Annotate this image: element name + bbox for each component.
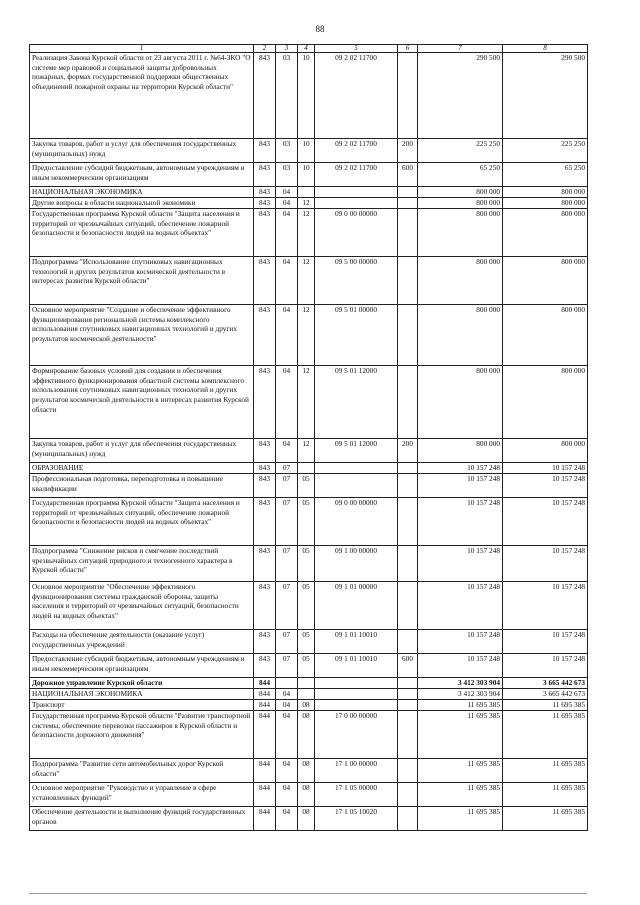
target-article-code: 09 1 00 00000 [315,546,398,582]
table-row [30,198,588,209]
expense-type-code: 200 [398,439,418,463]
amount-year-1: 11 695 385 [418,807,503,831]
amount-year-1: 10 157 248 [418,546,503,582]
amount-year-1: 10 157 248 [418,474,503,498]
table-row [30,807,588,831]
page-bottom-rule [29,893,587,894]
subsection-code: 12 [298,198,315,209]
budget-item-name: Государственная программа Курской области "Защита населения и территорий от чрезвычайных ситуаций, обеспечение пожарной безопасности и безопасности людей на водных объектах" [30,498,254,546]
ministry-code: 843 [254,139,276,163]
target-article-code [315,198,398,209]
budget-item-name: Обеспечение деятельности и выполнение функций государственных органов [30,807,254,831]
amount-year-1: 11 695 385 [418,783,503,807]
ministry-code: 844 [254,700,276,711]
expense-type-code [398,53,418,139]
ministry-code: 843 [254,53,276,139]
subsection-code: 05 [298,582,315,630]
expense-type-code [398,366,418,439]
section-code: 04 [276,257,298,305]
amount-year-2: 800 000 [503,366,588,439]
amount-year-2: 3 665 442 673 [503,689,588,700]
subsection-code: 10 [298,163,315,187]
target-article-code: 09 1 01 00000 [315,582,398,630]
expense-type-code [398,700,418,711]
target-article-code: 17 1 00 00000 [315,759,398,783]
ministry-code: 844 [254,689,276,700]
budget-item-name: Основное мероприятие "Обеспечение эффективного функционирования системы гражданской обороны, защиты населения и территорий от чрезвычайных ситуаций, безопасности людей на водных объектах" [30,582,254,630]
amount-year-2: 800 000 [503,198,588,209]
target-article-code [315,689,398,700]
section-code: 04 [276,783,298,807]
subsection-code: 05 [298,654,315,678]
ministry-code: 843 [254,198,276,209]
expense-type-code [398,678,418,689]
subsection-code: 10 [298,53,315,139]
column-number-header [30,45,588,53]
table-row [30,305,588,366]
column-number: 7 [418,45,503,53]
section-code: 04 [276,209,298,257]
amount-year-2: 11 695 385 [503,759,588,783]
expense-type-code [398,498,418,546]
amount-year-2: 800 000 [503,439,588,463]
table-row [30,53,588,139]
table-row [30,711,588,759]
subsection-code [298,463,315,474]
budget-item-name: Профессиональная подготовка, переподготовка и повышение квалификации [30,474,254,498]
budget-item-name: НАЦИОНАЛЬНАЯ ЭКОНОМИКА [30,689,254,700]
amount-year-2: 11 695 385 [503,807,588,831]
table-row [30,689,588,700]
amount-year-2: 10 157 248 [503,582,588,630]
expense-type-code [398,474,418,498]
ministry-code: 843 [254,630,276,654]
subsection-code: 12 [298,257,315,305]
subsection-code: 12 [298,305,315,366]
expense-type-code [398,689,418,700]
amount-year-2: 800 000 [503,257,588,305]
ministry-code: 844 [254,807,276,831]
amount-year-2: 10 157 248 [503,474,588,498]
amount-year-2: 800 000 [503,209,588,257]
amount-year-1: 11 695 385 [418,711,503,759]
subsection-code: 08 [298,700,315,711]
budget-item-name: Предоставление субсидий бюджетным, автономным учреждениям и иным некоммерческим организациям [30,654,254,678]
budget-item-name: Транспорт [30,700,254,711]
target-article-code: 09 0 00 00000 [315,209,398,257]
ministry-code: 844 [254,678,276,689]
ministry-code: 843 [254,187,276,198]
section-code: 07 [276,654,298,678]
ministry-code: 843 [254,257,276,305]
section-code: 03 [276,53,298,139]
section-code: 04 [276,689,298,700]
budget-item-name: Основное мероприятие "Создание и обеспечение эффективного функционирования региональной системы комплексного использования спутниковых навигационных технологий и других результатов космической деятельности" [30,305,254,366]
table-row [30,582,588,630]
target-article-code: 17 0 00 00000 [315,711,398,759]
amount-year-2: 11 695 385 [503,783,588,807]
budget-item-name: Расходы на обеспечение деятельности (оказание услуг) государственных учреждений [30,630,254,654]
amount-year-1: 800 000 [418,198,503,209]
ministry-code: 843 [254,163,276,187]
target-article-code: 09 1 01 10010 [315,630,398,654]
ministry-code: 843 [254,474,276,498]
ministry-code: 843 [254,546,276,582]
amount-year-1: 11 695 385 [418,700,503,711]
expense-type-code [398,305,418,366]
target-article-code: 09 5 01 12000 [315,439,398,463]
column-number: 8 [503,45,588,53]
amount-year-1: 225 250 [418,139,503,163]
ministry-code: 843 [254,209,276,257]
expense-type-code [398,783,418,807]
section-code: 07 [276,630,298,654]
budget-item-name: Дорожное управление Курской области [30,678,254,689]
subsection-code [298,689,315,700]
budget-item-name: Закупка товаров, работ и услуг для обеспечения государственных (муниципальных) нужд [30,439,254,463]
section-code: 04 [276,807,298,831]
amount-year-1: 10 157 248 [418,498,503,546]
target-article-code [315,700,398,711]
expense-type-code [398,807,418,831]
target-article-code [315,474,398,498]
target-article-code [315,463,398,474]
section-code: 04 [276,439,298,463]
table-row [30,139,588,163]
target-article-code: 09 5 01 12000 [315,366,398,439]
amount-year-2: 800 000 [503,305,588,366]
target-article-code: 09 2 02 11700 [315,163,398,187]
subsection-code: 05 [298,546,315,582]
target-article-code: 17 1 05 10020 [315,807,398,831]
amount-year-2: 225 250 [503,139,588,163]
amount-year-2: 65 250 [503,163,588,187]
subsection-code: 05 [298,630,315,654]
budget-item-name: Другие вопросы в области национальной экономики [30,198,254,209]
table-row [30,163,588,187]
budget-item-name: Подпрограмма "Снижение рисков и смягчение последствий чрезвычайных ситуаций природного и техногенного характера в Курской области" [30,546,254,582]
section-code: 03 [276,163,298,187]
table-row [30,366,588,439]
budget-item-name: Реализация Закона Курской области от 23 августа 2011 г. №64-ЗКО "О системе мер правовой и социальной защиты добровольных пожарных, формах государственной поддержки общественных объединений пожарной охраны на территории Курской области" [30,53,254,139]
table-row [30,678,588,689]
subsection-code: 05 [298,498,315,546]
expense-type-code [398,187,418,198]
ministry-code: 843 [254,305,276,366]
ministry-code: 843 [254,463,276,474]
table-row [30,783,588,807]
section-code: 07 [276,546,298,582]
section-code: 04 [276,759,298,783]
subsection-code: 12 [298,209,315,257]
budget-item-name: Подпрограмма "Использование спутниковых навигационных технологий и других результатов космической деятельности в интересах развития Курской области" [30,257,254,305]
section-code: 03 [276,139,298,163]
amount-year-1: 800 000 [418,305,503,366]
page-number: 88 [315,24,325,34]
section-code: 07 [276,474,298,498]
section-code: 04 [276,711,298,759]
target-article-code: 09 2 02 11700 [315,139,398,163]
ministry-code: 843 [254,366,276,439]
expense-type-code [398,257,418,305]
amount-year-2: 10 157 248 [503,498,588,546]
amount-year-2: 11 695 385 [503,711,588,759]
budget-item-name: Предоставление субсидий бюджетным, автономным учреждениям и иным некоммерческим организациям [30,163,254,187]
expense-type-code [398,759,418,783]
amount-year-2: 3 665 442 673 [503,678,588,689]
amount-year-2: 10 157 248 [503,546,588,582]
column-number: 1 [30,45,254,53]
amount-year-1: 800 000 [418,439,503,463]
expense-type-code [398,546,418,582]
subsection-code: 10 [298,139,315,163]
table-row [30,257,588,305]
table-row [30,463,588,474]
target-article-code: 09 5 00 00000 [315,257,398,305]
table-row [30,700,588,711]
column-number: 5 [315,45,398,53]
amount-year-2: 800 000 [503,187,588,198]
table-row [30,439,588,463]
amount-year-1: 65 250 [418,163,503,187]
column-number: 3 [276,45,298,53]
amount-year-1: 3 412 303 904 [418,678,503,689]
budget-table [29,44,588,831]
expense-type-code: 600 [398,163,418,187]
amount-year-1: 10 157 248 [418,463,503,474]
target-article-code [315,678,398,689]
ministry-code: 843 [254,439,276,463]
section-code [276,678,298,689]
subsection-code [298,187,315,198]
table-row [30,654,588,678]
amount-year-2: 10 157 248 [503,654,588,678]
budget-item-name: ОБРАЗОВАНИЕ [30,463,254,474]
amount-year-1: 800 000 [418,209,503,257]
budget-item-name: Формирование базовых условий для создания и обеспечения эффективного функционирования областной системы комплексного использования спутниковых навигационных технологий и других результатов космической деятельности в интересах развития Курской области [30,366,254,439]
table-row [30,187,588,198]
section-code: 07 [276,498,298,546]
table-row [30,759,588,783]
expense-type-code [398,630,418,654]
amount-year-1: 800 000 [418,366,503,439]
section-code: 04 [276,700,298,711]
amount-year-2: 10 157 248 [503,463,588,474]
section-code: 04 [276,187,298,198]
amount-year-1: 11 695 385 [418,759,503,783]
target-article-code: 09 2 02 11700 [315,53,398,139]
section-code: 07 [276,582,298,630]
section-code: 04 [276,366,298,439]
budget-item-name: Подпрограмма "Развитие сети автомобильных дорог Курской области" [30,759,254,783]
amount-year-1: 800 000 [418,257,503,305]
ministry-code: 844 [254,711,276,759]
amount-year-2: 10 157 248 [503,630,588,654]
column-number: 6 [398,45,418,53]
subsection-code: 08 [298,759,315,783]
table-row [30,474,588,498]
subsection-code: 08 [298,711,315,759]
expense-type-code [398,198,418,209]
column-number: 2 [254,45,276,53]
budget-item-name: НАЦИОНАЛЬНАЯ ЭКОНОМИКА [30,187,254,198]
ministry-code: 843 [254,654,276,678]
expense-type-code [398,582,418,630]
expense-type-code [398,209,418,257]
subsection-code: 12 [298,366,315,439]
ministry-code: 844 [254,759,276,783]
budget-item-name: Государственная программа Курской области "Защита населения и территорий от чрезвычайных ситуаций, обеспечение пожарной безопасности и безопасности людей на водных объектах" [30,209,254,257]
ministry-code: 844 [254,783,276,807]
section-code: 04 [276,305,298,366]
table-row [30,498,588,546]
amount-year-1: 800 000 [418,187,503,198]
expense-type-code: 600 [398,654,418,678]
target-article-code: 09 1 01 10010 [315,654,398,678]
expense-type-code [398,463,418,474]
amount-year-2: 11 695 385 [503,700,588,711]
target-article-code: 09 5 01 00000 [315,305,398,366]
section-code: 07 [276,463,298,474]
subsection-code: 05 [298,474,315,498]
amount-year-2: 290 500 [503,53,588,139]
expense-type-code [398,711,418,759]
section-code: 04 [276,198,298,209]
budget-item-name: Закупка товаров, работ и услуг для обеспечения государственных (муниципальных) нужд [30,139,254,163]
column-number: 4 [298,45,315,53]
subsection-code: 08 [298,783,315,807]
ministry-code: 843 [254,582,276,630]
amount-year-1: 10 157 248 [418,630,503,654]
target-article-code [315,187,398,198]
table-row [30,546,588,582]
amount-year-1: 10 157 248 [418,582,503,630]
budget-item-name: Государственная программа Курской области "Развитие транспортной системы, обеспечение перевозки пассажиров в Курской области и безопасности дорожного движения" [30,711,254,759]
amount-year-1: 3 412 303 904 [418,689,503,700]
amount-year-1: 290 500 [418,53,503,139]
target-article-code: 17 1 05 00000 [315,783,398,807]
table-row [30,630,588,654]
budget-item-name: Основное мероприятие "Руководство и управление в сфере установленных функций" [30,783,254,807]
subsection-code: 12 [298,439,315,463]
ministry-code: 843 [254,498,276,546]
table-row [30,209,588,257]
subsection-code: 08 [298,807,315,831]
expense-type-code: 200 [398,139,418,163]
target-article-code: 09 0 00 00000 [315,498,398,546]
amount-year-1: 10 157 248 [418,654,503,678]
subsection-code [298,678,315,689]
